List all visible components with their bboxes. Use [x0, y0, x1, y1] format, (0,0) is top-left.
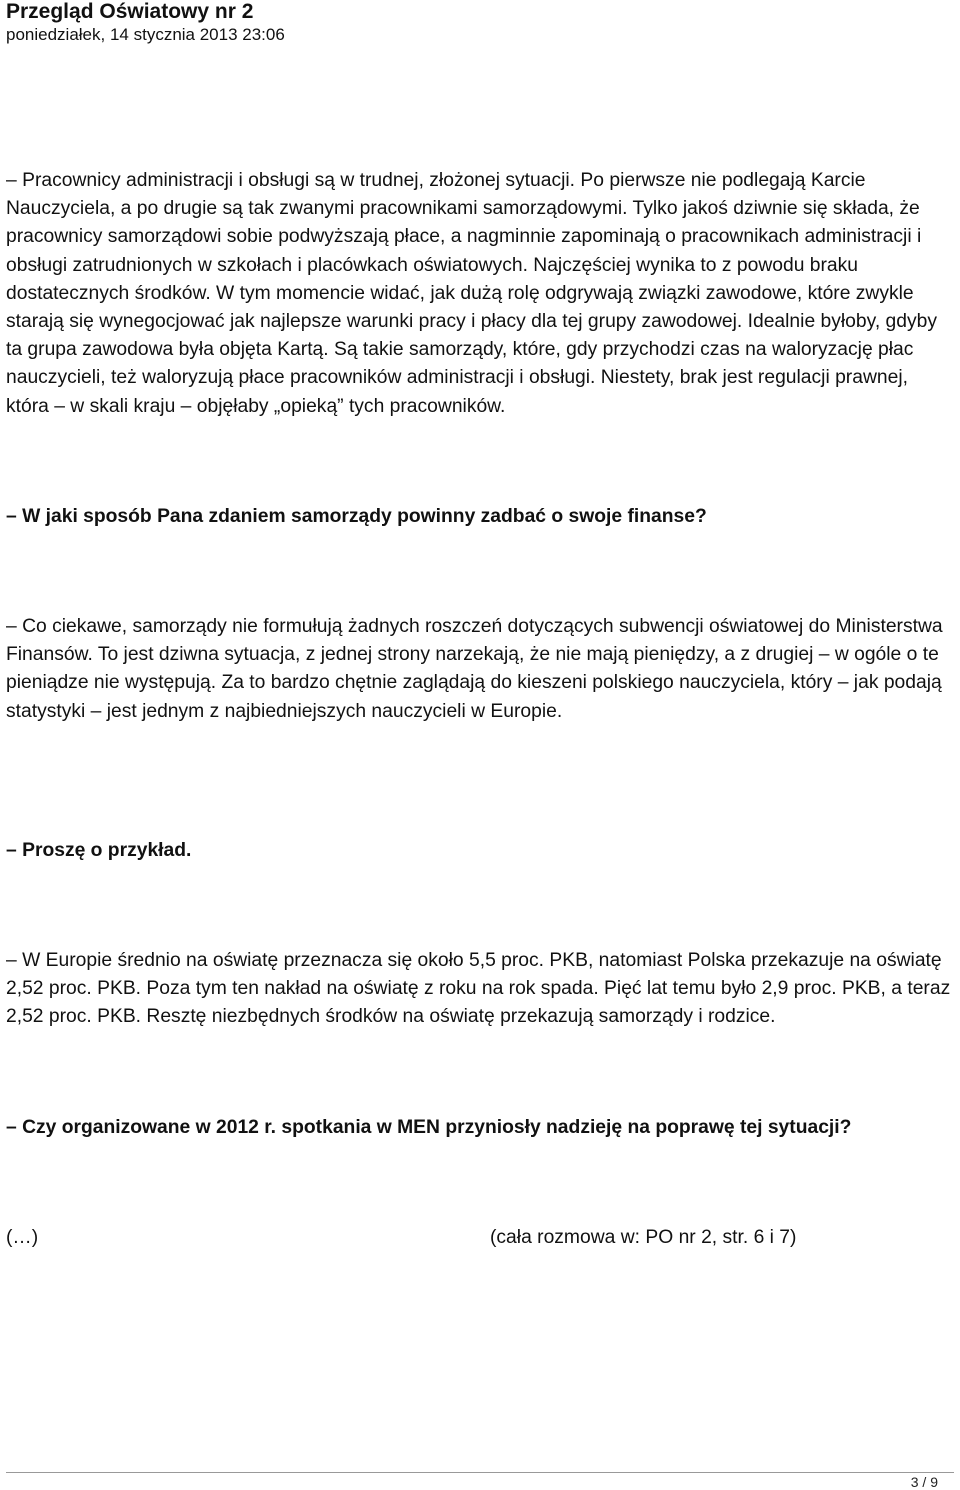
answer-paragraph-1: – Pracownicy administracji i obsługi są w trudnej, złożonej sytuacji. Po pierwsze nie podlegają Karcie Nauczyciela, a po drugie są tak zwanymi pracownikami samorządowymi. Tylko jakoś dziwnie się składa, że pracownicy samorządowi sobie podwyższają płace, a nagminnie zapominają o pracownikach administracji i obsługi zatrudnionych w szkołach i placówkach oświatowych. Najczęściej wynika to z powodu braku dostatecznych środków. W tym momencie widać, jak dużą rolę odgrywają związki zawodowe, które zwykle starają się wynegocjować jak najlepsze warunki pracy i płacy dla tej grupy zawodowej. Idealnie byłoby, gdyby ta grupa zawodowa była objęta Kartą. Są takie samorządy, które, gdy przychodzi czas na waloryzację płac nauczycieli, też waloryzują płace pracowników administracji i obsługi. Niestety, brak jest regulacji prawnej, która – w skali kraju – objęłaby „opieką” tych pracowników. [6, 170, 937, 417]
page-number: 3 / 9 [910, 1474, 938, 1490]
source-note: (cała rozmowa w: PO nr 2, str. 6 i 7) [490, 1226, 797, 1248]
source-line [6, 1224, 954, 1252]
site-title: Przegląd Oświatowy nr 2 [6, 0, 254, 23]
question-1: – W jaki sposób Pana zdaniem samorządy powinny zadbać o swoje finanse? [6, 505, 707, 527]
article-content [6, 167, 954, 1252]
question-3: – Czy organizowane w 2012 r. spotkania w MEN przyniosły nadzieję na poprawę tej sytuacji? [6, 1116, 852, 1138]
footer-divider [6, 1472, 954, 1473]
question-2: – Proszę o przykład. [6, 839, 192, 861]
answer-paragraph-2: – Co ciekawe, samorządy nie formułują żadnych roszczeń dotyczących subwencji oświatowej do Ministerstwa Finansów. To jest dziwna sytuacja, z jednej strony narzekają, że nie mają pieniędzy, a z drugiej – w ogóle o te pieniądze nie występują. Za to bardzo chętnie zaglądają do kieszeni polskiego nauczyciela, który – jak podają statystyki – jest jednym z najbiedniejszych nauczycieli w Europie. [6, 616, 943, 722]
ellipsis: (…) [6, 1226, 39, 1248]
page-header [6, 0, 946, 46]
post-date: poniedziałek, 14 stycznia 2013 23:06 [6, 25, 285, 44]
answer-paragraph-3: – W Europie średnio na oświatę przeznacza się około 5,5 proc. PKB, natomiast Polska przekazuje na oświatę 2,52 proc. PKB. Poza tym ten nakład na oświatę z roku na rok spada. Pięć lat temu było 2,9 proc. PKB, a teraz 2,52 proc. PKB. Resztę niezbędnych środków na oświatę przekazują samorządy i rodzice. [6, 950, 951, 1028]
